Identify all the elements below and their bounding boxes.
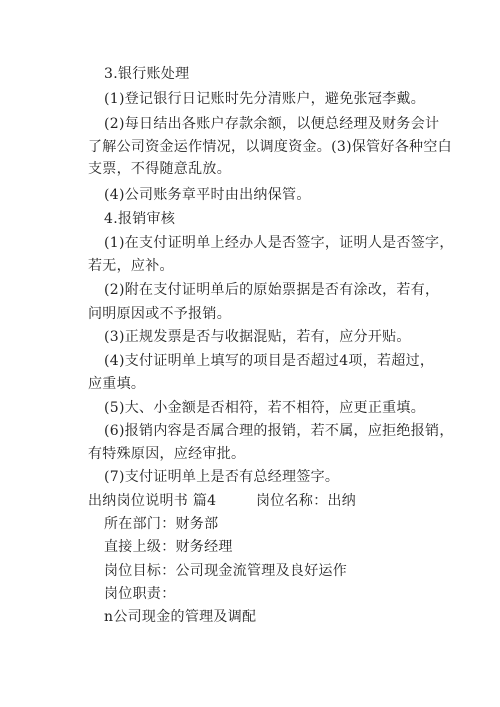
paragraph-line: (7)支付证明单上是否有总经理签字。 bbox=[104, 469, 340, 485]
paragraph-line: 支票，不得随意乱放。 bbox=[88, 161, 231, 177]
document-heading: 出纳岗位说明书 篇4 bbox=[88, 493, 217, 509]
paragraph-line: (5)大、小金额是否相符，若不相符，应更正重填。 bbox=[104, 400, 426, 416]
paragraph-line: (6)报销内容是否属合理的报销，若不属，应拒绝报销， bbox=[104, 423, 454, 439]
job-title-field: 岗位名称：出纳 bbox=[256, 493, 357, 509]
paragraph-line: 问明原因或不予报销。 bbox=[88, 306, 231, 322]
paragraph-line: (2)每日结出各账户存款余额，以便总经理及财务会计 bbox=[104, 116, 440, 132]
section-heading: 4.报销审核 bbox=[104, 211, 176, 227]
paragraph-line: 应重填。 bbox=[88, 376, 146, 392]
paragraph-line: (4)支付证明单上填写的项目是否超过4项，若超过， bbox=[104, 353, 435, 369]
duty-item: n公司现金的管理及调配 bbox=[104, 609, 257, 625]
department-field: 所在部门：财务部 bbox=[104, 516, 219, 532]
paragraph-line: 有特殊原因，应经审批。 bbox=[88, 446, 246, 462]
paragraph-line: 了解公司资金运作情况，以调度资金。(3)保管好各种空白 bbox=[88, 139, 452, 155]
paragraph-line: 若无，应补。 bbox=[88, 258, 174, 274]
paragraph-line: (3)正规发票是否与收据混贴，若有，应分开贴。 bbox=[104, 329, 411, 345]
paragraph-line: (2)附在支付证明单后的原始票据是否有涂改，若有， bbox=[104, 282, 440, 298]
paragraph-line: (1)在支付证明单上经办人是否签字，证明人是否签字， bbox=[104, 235, 454, 251]
supervisor-field: 直接上级：财务经理 bbox=[104, 539, 233, 555]
paragraph-line: (4)公司账务章平时由出纳保管。 bbox=[104, 187, 311, 203]
paragraph-line: (1)登记银行日记账时先分清账户，避免张冠李戴。 bbox=[104, 91, 426, 107]
duties-heading: 岗位职责： bbox=[104, 586, 176, 602]
section-heading: 3.银行账处理 bbox=[104, 66, 190, 82]
job-goal-field: 岗位目标：公司现金流管理及良好运作 bbox=[104, 563, 348, 579]
